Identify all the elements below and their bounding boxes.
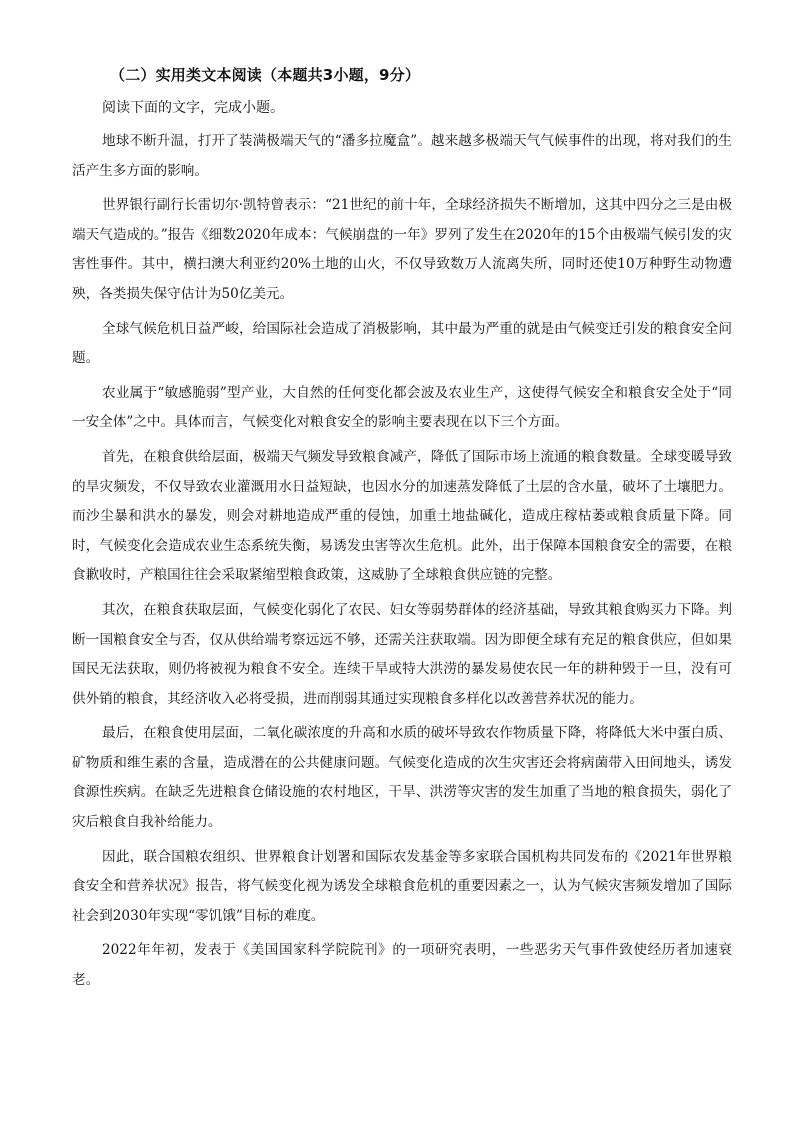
paragraph-9: 2022年年初，发表于《美国国家科学院院刊》的一项研究表明，一些恶劣天气事件致使经历者加速衰老。 (72, 942, 732, 989)
paragraph-5: 首先，在粮食供给层面，极端天气频发导致粮食减产，降低了国际市场上流通的粮食数量。全球变暖导致的旱灾频发，不仅导致农业灌溉用水日益短缺，也因水分的加速蒸发降低了土层的含水量，破坏了土壤肥力。而沙尘暴和洪水的暴发，则会对耕地造成严重的侵蚀，加重土地盐碱化，造成庄稼枯萎或粮食质量下降。同时，气候变化会造成农业生态系统失衡，易诱发虫害等次生危机。此外，出于保障本国粮食安全的需要，在粮食歉收时，产粮国往往会采取紧缩型粮食政策，这威胁了全球粮食供应链的完整。 (72, 448, 732, 584)
section-title: （二）实用类文本阅读（本题共3小题，9分） (110, 66, 421, 84)
article-body (72, 127, 732, 1001)
paragraph-4: 农业属于“敏感脆弱”型产业，大自然的任何变化都会波及农业生产，这使得气候安全和粮食安全处于“同一安全体”之中。具体而言，气候变化对粮食安全的影响主要表现在以下三个方面。 (72, 384, 732, 431)
paragraph-1: 地球不断升温，打开了装满极端天气的“潘多拉魔盒”。越来越多极端天气气候事件的出现，将对我们的生活产生多方面的影响。 (72, 133, 732, 179)
paragraph-2: 世界银行副行长雷切尔·凯特曾表示：“21世纪的前十年，全球经济损失不断增加，这其中四分之三是由极端天气造成的。”报告《细数2020年成本：气候崩盘的一年》罗列了发生在2020年的15个由极端气候引发的灾害性事件。其中，横扫澳大利亚约20%土地的山火，不仅导致数万人流离失所，同时还使10万种野生动物遭殃，各类损失保守估计为50亿美元。 (72, 197, 732, 302)
paragraph-7: 最后，在粮食使用层面，二氧化碳浓度的升高和水质的破坏导致农作物质量下降，将降低大米中蛋白质、矿物质和维生素的含量，造成潜在的公共健康问题。气候变化造成的次生灾害还会将病菌带入田间地头，诱发食源性疾病。在缺乏先进粮食仓储设施的农村地区，干旱、洪涝等灾害的发生加重了当地的粮食损失，弱化了灾后粮食自我补给能力。 (72, 725, 732, 831)
paragraph-6: 其次，在粮食获取层面，气候变化弱化了农民、妇女等弱势群体的经济基础，导致其粮食购买力下降。判断一国粮食安全与否，仅从供给端考察远远不够，还需关注获取端。因为即便全球有充足的粮食供应，但如果国民无法获取，则仍将被视为粮食不安全。连续干旱或特大洪涝的暴发易使农民一年的耕种毁于一旦，没有可供外销的粮食，其经济收入必将受损，进而削弱其通过实现粮食多样化以改善营养状况的能力。 (72, 601, 732, 707)
reading-instruction: 阅读下面的文字，完成小题。 (102, 100, 284, 116)
paragraph-3: 全球气候危机日益严峻，给国际社会造成了消极影响，其中最为严重的就是由气候变迁引发的粮食安全问题。 (72, 320, 732, 367)
paragraph-8: 因此，联合国粮农组织、世界粮食计划署和国际农发基金等多家联合国机构共同发布的《2021年世界粮食安全和营养状况》报告，将气候变化视为诱发全球粮食危机的重要因素之一，认为气候灾害频发增加了国际社会到2030年实现“零饥饿”目标的难度。 (72, 848, 732, 924)
